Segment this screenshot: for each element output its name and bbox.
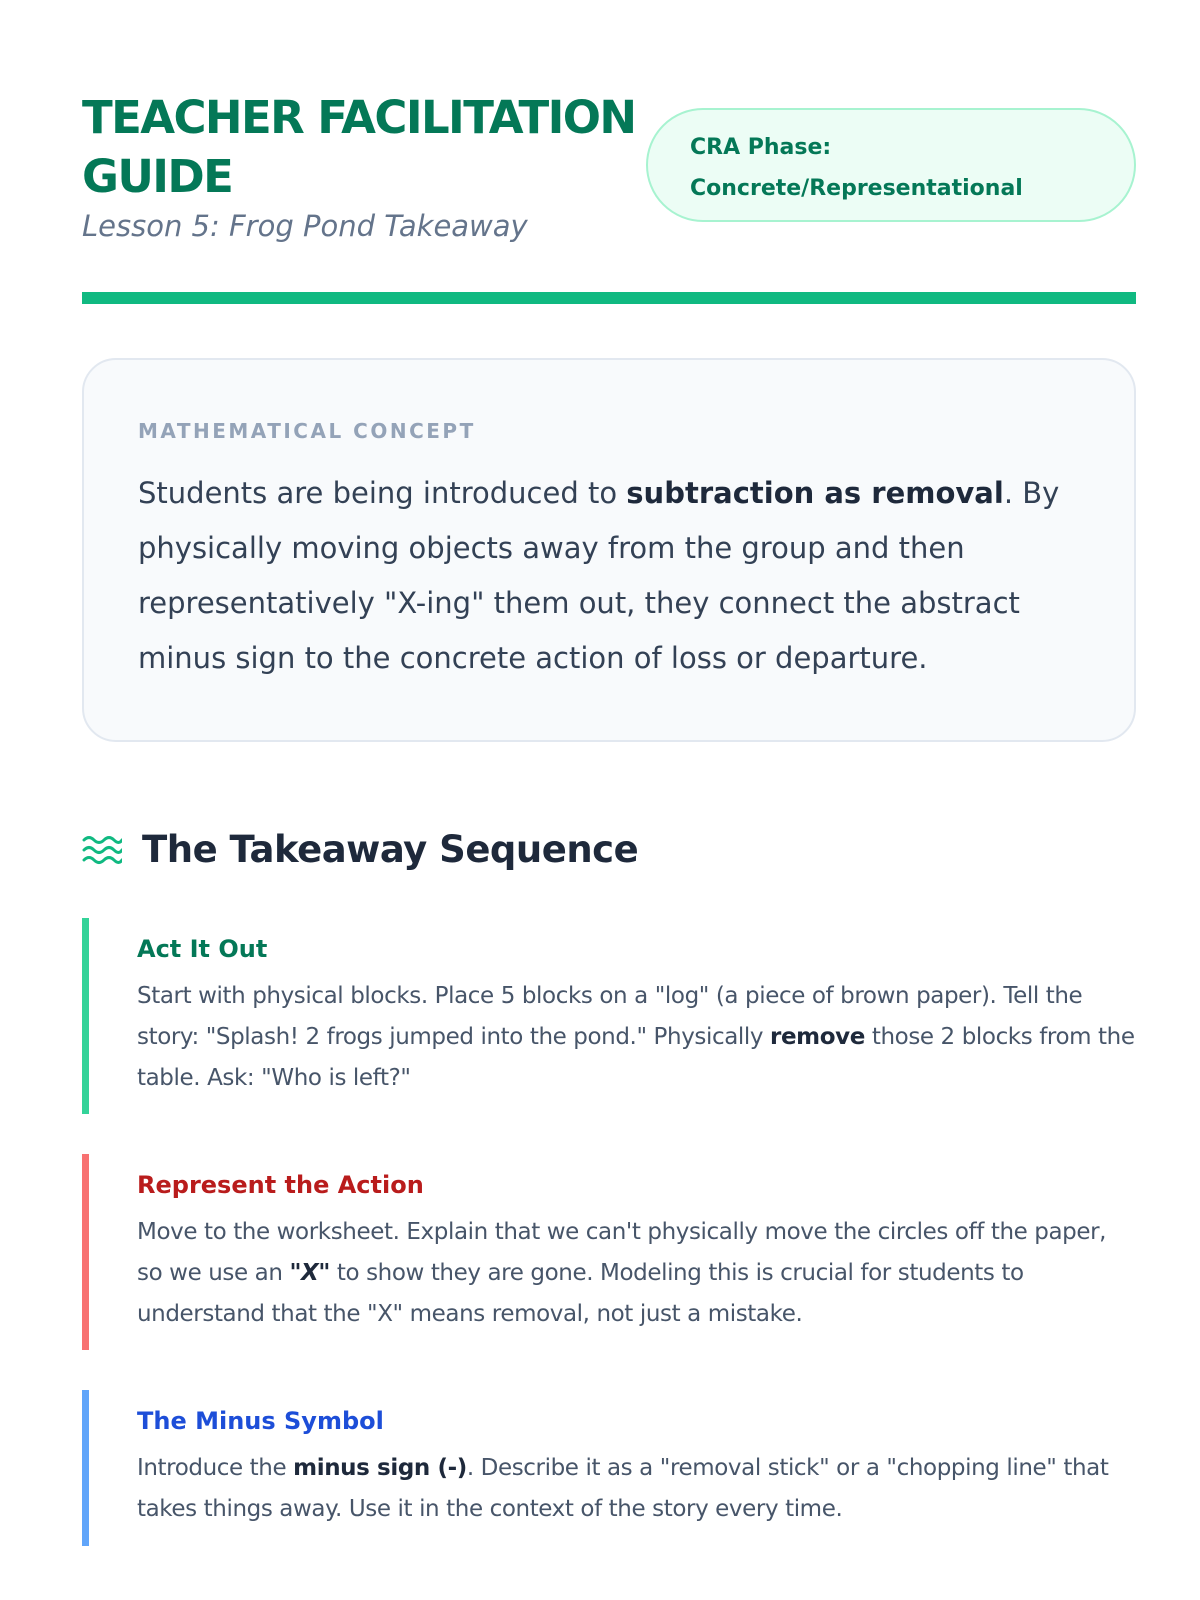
concept-text-start: Students are being introduced to xyxy=(138,476,627,510)
page-title: TEACHER FACILITATION GUIDE xyxy=(82,91,636,203)
step-text-emphasis: "X" xyxy=(289,1260,330,1286)
step-text-start: Move to the worksheet. Explain that we can't physically move the circles off the paper, so we use an xyxy=(137,1219,1107,1286)
phase-badge-value: Concrete/Representational xyxy=(690,176,1023,201)
header-divider xyxy=(82,292,1136,304)
step-title: The Minus Symbol xyxy=(137,1407,384,1435)
step-text xyxy=(137,1448,1136,1530)
step-text-start: Introduce the xyxy=(137,1455,294,1481)
sequence-heading xyxy=(82,820,1136,880)
lesson-subtitle: Lesson 5: Frog Pond Takeaway xyxy=(82,209,528,243)
waves-icon xyxy=(82,834,122,866)
step-the-minus-symbol xyxy=(82,1390,1136,1546)
section-title: The Takeaway Sequence xyxy=(142,828,639,871)
concept-card xyxy=(82,358,1136,742)
step-text-start: Start with physical blocks. Place 5 blocks on a "log" (a piece of brown paper). Tell the story: "Splash! 2 frogs jumped into the pond." Physically xyxy=(137,983,1083,1050)
concept-text xyxy=(138,466,1080,686)
step-text-emphasis: remove xyxy=(770,1024,865,1050)
step-act-it-out xyxy=(82,918,1136,1114)
step-text xyxy=(137,976,1136,1099)
step-text-end: . Describe it as a "removal stick" or a "chopping line" that takes things away. Use it in the context of the story every time. xyxy=(137,1455,1109,1522)
step-represent-the-action xyxy=(82,1154,1136,1350)
step-text xyxy=(137,1212,1136,1335)
cra-phase-badge xyxy=(646,108,1136,222)
concept-text-emphasis: subtraction as removal xyxy=(626,476,1004,510)
concept-label: MATHEMATICAL CONCEPT xyxy=(138,419,476,443)
step-title: Represent the Action xyxy=(137,1171,424,1199)
step-text-emphasis: minus sign (-) xyxy=(293,1455,467,1481)
phase-badge-label: CRA Phase: xyxy=(690,135,832,160)
concept-text-end: . By physically moving objects away from the group and then representatively "X-ing" them out, they connect the abstract minus sign to the concrete action of loss or departure. xyxy=(138,476,1060,675)
step-text-end: to show they are gone. Modeling this is crucial for students to understand that the "X" means removal, not just a mistake. xyxy=(137,1260,1024,1327)
header xyxy=(82,88,1136,248)
step-text-end: those 2 blocks from the table. Ask: "Who is left?" xyxy=(137,1024,1135,1091)
step-title: Act It Out xyxy=(137,935,268,963)
